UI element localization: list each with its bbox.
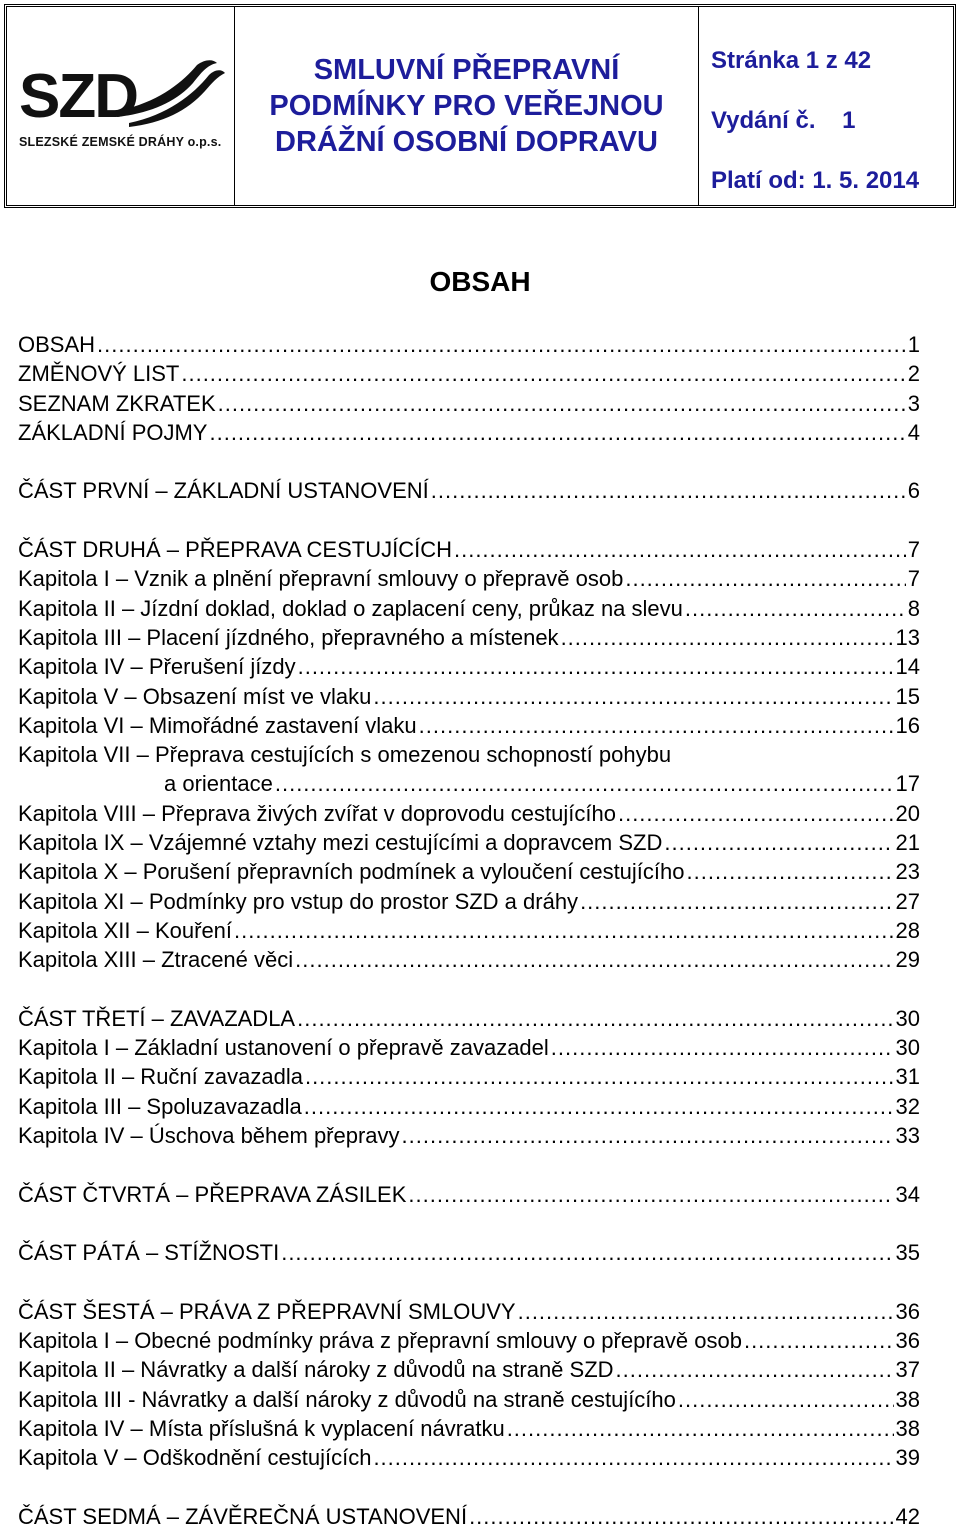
- toc-entry-title: Kapitola I – Vznik a plnění přepravní smlouvy o přepravě osob: [18, 566, 624, 592]
- toc-leader-dots: [616, 1355, 894, 1384]
- toc-page-number: 7: [907, 566, 920, 592]
- toc-leader-dots: [507, 1414, 894, 1443]
- toc-page-number: 6: [907, 478, 920, 504]
- toc-page-number: 3: [907, 390, 920, 416]
- document-header: [4, 4, 956, 208]
- toc-page-number: 36: [895, 1328, 920, 1354]
- toc-entry[interactable]: [18, 330, 920, 359]
- toc-entry[interactable]: [18, 857, 920, 886]
- title-cell: [235, 7, 699, 205]
- toc-leader-dots: [304, 1092, 894, 1121]
- toc-entry-title: SEZNAM ZKRATEK: [18, 390, 216, 416]
- toc-leader-dots: [664, 828, 893, 857]
- toc-entry-title: Kapitola XI – Podmínky pro vstup do prostor SZD a dráhy: [18, 888, 579, 914]
- toc-page-number: 38: [895, 1415, 920, 1441]
- toc-entry-title: Kapitola III – Placení jízdného, přepravného a místenek: [18, 624, 559, 650]
- toc-entry-line[interactable]: Kapitola VII – Přeprava cestujících s omezenou schopností pohybu: [18, 742, 672, 768]
- toc-leader-dots: [518, 1297, 894, 1326]
- toc-leader-dots: [419, 711, 894, 740]
- toc-entry-title: Kapitola XIII – Ztracené věci: [18, 947, 294, 973]
- toc-entry-title: Kapitola IV – Úschova během přepravy: [18, 1123, 400, 1149]
- toc-leader-dots: [408, 1180, 893, 1209]
- toc-page-number: 16: [895, 712, 920, 738]
- contents-heading: OBSAH: [429, 266, 531, 297]
- toc-leader-dots: [580, 887, 893, 916]
- toc-entry-title: Kapitola V – Obsazení míst ve vlaku: [18, 683, 372, 709]
- toc-page-number: 27: [895, 888, 920, 914]
- toc-entry-title: Kapitola II – Návratky a další nároky z důvodů na straně SZD: [18, 1357, 614, 1383]
- toc-entry[interactable]: [18, 916, 920, 945]
- toc-page-number: 13: [895, 624, 920, 650]
- toc-entry[interactable]: [18, 1092, 920, 1121]
- toc-page-number: 33: [895, 1123, 920, 1149]
- toc-leader-dots: [373, 682, 893, 711]
- toc-entry[interactable]: [18, 1443, 920, 1472]
- toc-page-number: 36: [895, 1298, 920, 1324]
- toc-entry-title: ČÁST SEDMÁ – ZÁVĚREČNÁ USTANOVENÍ: [18, 1503, 468, 1529]
- toc-entry[interactable]: [18, 945, 920, 974]
- toc-page-number: 34: [895, 1181, 920, 1207]
- toc-leader-dots: [181, 359, 905, 388]
- toc-entry-title: Kapitola I – Obecné podmínky práva z přepravní smlouvy o přepravě osob: [18, 1328, 742, 1354]
- toc-leader-dots: [431, 476, 906, 505]
- toc-leader-dots: [275, 769, 894, 798]
- toc-entry-title: Kapitola I – Základní ustanovení o přepravě zavazadel: [18, 1035, 549, 1061]
- toc-entry[interactable]: [18, 535, 920, 564]
- toc-leader-dots: [209, 418, 905, 447]
- toc-entry-title: a orientace: [164, 771, 273, 797]
- toc-entry-title: ČÁST TŘETÍ – ZAVAZADLA: [18, 1005, 296, 1031]
- toc-leader-dots: [687, 857, 894, 886]
- toc-leader-dots: [561, 623, 894, 652]
- logo-cell: [7, 7, 235, 205]
- toc-leader-dots: [618, 799, 894, 828]
- toc-entry[interactable]: [18, 1121, 920, 1150]
- toc-entry-title: ČÁST DRUHÁ – PŘEPRAVA CESTUJÍCÍCH: [18, 537, 452, 563]
- toc-page-number: 32: [895, 1093, 920, 1119]
- toc-leader-dots: [373, 1443, 893, 1472]
- toc-entry[interactable]: [18, 769, 920, 798]
- toc-entry[interactable]: [18, 418, 920, 447]
- toc-leader-dots: [685, 594, 906, 623]
- szd-logo: [17, 53, 227, 133]
- toc-leader-dots: [625, 564, 905, 593]
- toc-leader-dots: [469, 1502, 893, 1531]
- meta-cell: [699, 7, 953, 205]
- toc-entry-title: Kapitola II – Jízdní doklad, doklad o zaplacení ceny, průkaz na slevu: [18, 595, 683, 621]
- toc-page-number: 30: [895, 1035, 920, 1061]
- toc-entry[interactable]: [18, 476, 920, 505]
- toc-entry[interactable]: [18, 1033, 920, 1062]
- toc-leader-dots: [234, 916, 893, 945]
- toc-page-number: 1: [907, 332, 920, 357]
- toc-page-number: 14: [895, 654, 920, 680]
- toc-entry[interactable]: [18, 887, 920, 916]
- toc-page-number: 30: [895, 1005, 920, 1031]
- toc-page-number: 31: [895, 1064, 920, 1090]
- toc-entry[interactable]: [18, 799, 920, 828]
- toc-page-number: 42: [895, 1503, 920, 1529]
- toc-entry[interactable]: [18, 652, 920, 681]
- toc-entry-title: Kapitola IV – Místa příslušná k vyplacení návratku: [18, 1415, 505, 1441]
- toc-page-number: 23: [895, 859, 920, 885]
- toc-entry[interactable]: [18, 1062, 920, 1091]
- toc-entry-title: ČÁST ŠESTÁ – PRÁVA Z PŘEPRAVNÍ SMLOUVY: [18, 1298, 516, 1324]
- logo-text: SZD: [19, 62, 137, 131]
- toc-page-number: 39: [895, 1445, 920, 1471]
- edition-value: 1: [842, 107, 856, 134]
- toc-entry[interactable]: [18, 1385, 920, 1414]
- toc-entry-title: Kapitola IV – Přerušení jízdy: [18, 654, 296, 680]
- document-title: [269, 52, 663, 160]
- toc-page-number: 37: [895, 1357, 920, 1383]
- table-of-contents: [18, 330, 920, 1531]
- toc-entry[interactable]: [18, 564, 920, 593]
- toc-entry[interactable]: [18, 1502, 920, 1531]
- toc-entry[interactable]: [18, 1180, 920, 1209]
- title-line-1: SMLUVNÍ PŘEPRAVNÍ: [313, 54, 620, 86]
- toc-entry-title: Kapitola III – Spoluzavazadla: [18, 1093, 302, 1119]
- toc-entry-title: ZMĚNOVÝ LIST: [18, 361, 180, 387]
- toc-leader-dots: [551, 1033, 894, 1062]
- toc-leader-dots: [298, 652, 894, 681]
- toc-entry-title: Kapitola V – Odškodnění cestujících: [18, 1445, 372, 1471]
- toc-page-number: 38: [895, 1386, 920, 1412]
- toc-leader-dots: [454, 535, 906, 564]
- toc-leader-dots: [744, 1326, 894, 1355]
- toc-page-number: 35: [895, 1240, 920, 1266]
- toc-leader-dots: [295, 945, 893, 974]
- toc-entry-title: ČÁST ČTVRTÁ – PŘEPRAVA ZÁSILEK: [18, 1181, 407, 1207]
- toc-leader-dots: [281, 1238, 893, 1267]
- toc-entry[interactable]: [18, 1355, 920, 1384]
- valid-from: Platí od: 1. 5. 2014: [711, 167, 920, 194]
- toc-entry[interactable]: [18, 359, 920, 388]
- toc-entry-title: ZÁKLADNÍ POJMY: [18, 419, 208, 445]
- edition-label: Vydání č.: [711, 107, 816, 134]
- toc-leader-dots: [305, 1062, 894, 1091]
- toc-entry[interactable]: [18, 389, 920, 418]
- toc-entry-title: ČÁST PRVNÍ – ZÁKLADNÍ USTANOVENÍ: [18, 478, 429, 504]
- toc-entry[interactable]: [18, 623, 920, 652]
- title-line-2: PODMÍNKY PRO VEŘEJNOU: [269, 90, 664, 122]
- toc-entry-title: Kapitola IX – Vzájemné vztahy mezi cestujícími a dopravcem SZD: [18, 830, 663, 856]
- toc-page-number: 7: [907, 537, 920, 563]
- toc-entry[interactable]: [18, 828, 920, 857]
- toc-entry-title: OBSAH: [18, 332, 96, 357]
- toc-entry[interactable]: [18, 594, 920, 623]
- toc-entry[interactable]: [18, 1414, 920, 1443]
- toc-leader-dots: [678, 1385, 894, 1414]
- toc-page-number: 2: [907, 361, 920, 387]
- toc-page-number: 4: [907, 419, 920, 445]
- toc-entry[interactable]: [18, 682, 920, 711]
- toc-page-number: 21: [895, 830, 920, 856]
- toc-leader-dots: [297, 1004, 893, 1033]
- toc-entry-title: ČÁST PÁTÁ – STÍŽNOSTI: [18, 1240, 280, 1266]
- toc-page-number: 17: [895, 771, 920, 797]
- toc-entry-title: Kapitola III - Návratky a další nároky z důvodů na straně cestujícího: [18, 1386, 676, 1412]
- toc-leader-dots: [402, 1121, 894, 1150]
- toc-page-number: 29: [895, 947, 920, 973]
- toc-page-number: 28: [895, 917, 920, 943]
- page-info: Stránka 1 z 42: [711, 47, 872, 74]
- title-line-3: DRÁŽNÍ OSOBNÍ DOPRAVU: [275, 126, 658, 158]
- toc-entry-title: Kapitola II – Ruční zavazadla: [18, 1064, 303, 1090]
- toc-entry-title: Kapitola VIII – Přeprava živých zvířat v doprovodu cestujícího: [18, 800, 616, 826]
- toc-entry-title: Kapitola VI – Mimořádné zastavení vlaku: [18, 712, 417, 738]
- toc-entry-title: Kapitola XII – Kouření: [18, 917, 233, 943]
- toc-entry[interactable]: [18, 1326, 920, 1355]
- toc-leader-dots: [218, 389, 906, 418]
- toc-page-number: 8: [907, 595, 920, 621]
- toc-entry[interactable]: [18, 711, 920, 740]
- toc-entry[interactable]: [18, 1004, 920, 1033]
- edition: [711, 107, 855, 135]
- toc-page-number: 20: [895, 800, 920, 826]
- toc-leader-dots: [97, 330, 906, 359]
- toc-entry[interactable]: [18, 1238, 920, 1267]
- toc-entry-title: Kapitola X – Porušení přepravních podmínek a vyloučení cestujícího: [18, 859, 685, 885]
- toc-page-number: 15: [895, 683, 920, 709]
- toc-entry[interactable]: [18, 1297, 920, 1326]
- logo-subtitle: SLEZSKÉ ZEMSKÉ DRÁHY o.p.s.: [19, 135, 222, 149]
